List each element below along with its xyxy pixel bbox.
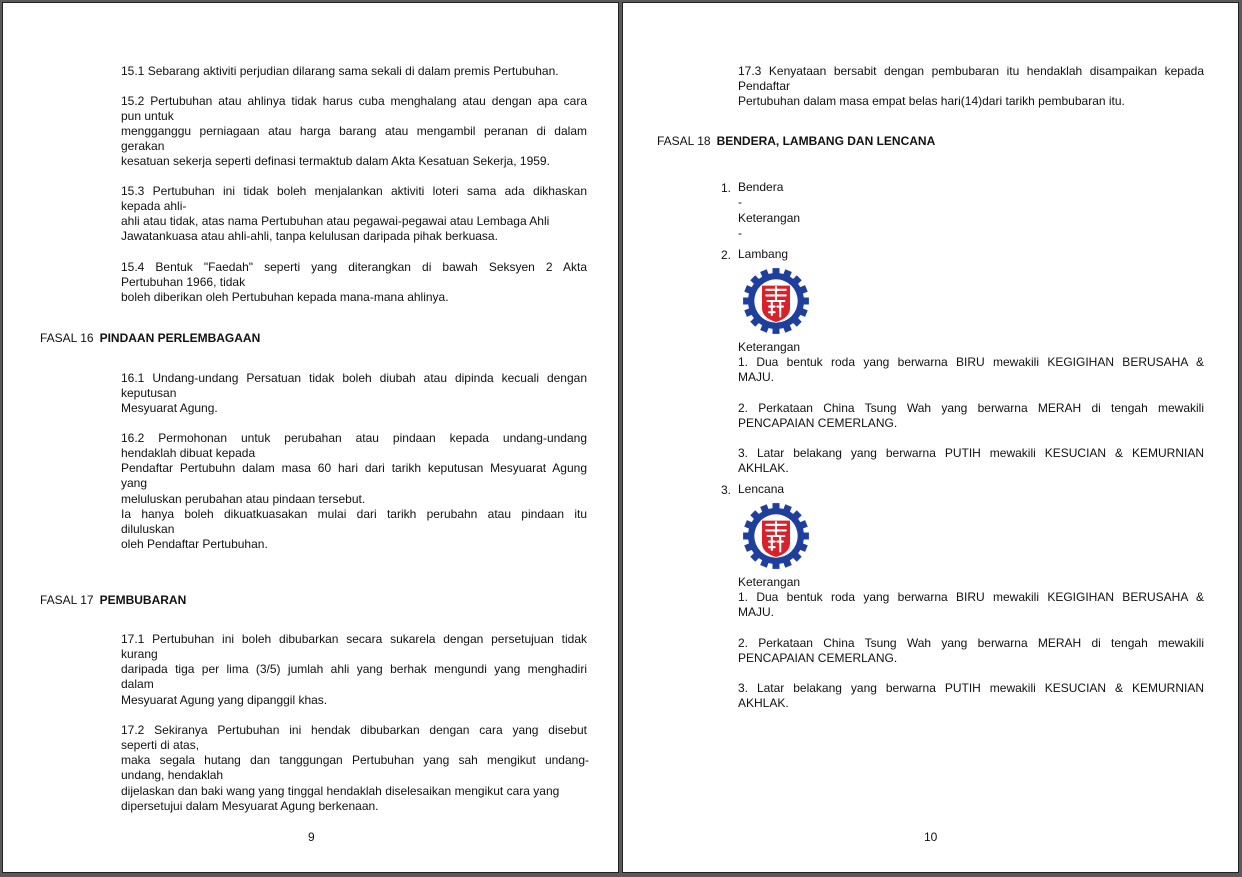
clause-17-2-line: 17.2 Sekiranya Pertubuhan ini hendak dibubarkan dengan cara yang disebut bbox=[121, 723, 587, 737]
section-label: FASAL 16 bbox=[40, 331, 94, 345]
description-line: AKHLAK. bbox=[738, 696, 789, 710]
clause-17-1-line: 17.1 Pertubuhan ini boleh dibubarkan secara sukarela dengan persetujuan tidak bbox=[121, 632, 587, 646]
description-line: MAJU. bbox=[738, 370, 774, 384]
clause-16-2-line: Pendaftar Pertubuhn dalam masa 60 hari dari tarikh keputusan Mesyuarat Agung bbox=[121, 461, 587, 475]
clause-15-2-line: mengganggu perniagaan atau harga barang atau mengambil peranan di dalam bbox=[121, 124, 587, 138]
clause-15-2-line: kesatuan sekerja seperti definasi termaktub dalam Akta Kesatuan Sekerja, 1959. bbox=[121, 154, 550, 168]
keterangan-label: Keterangan bbox=[738, 340, 801, 354]
clause-16-2-line: Ia hanya boleh dikuatkuasakan mulai dari tarikh perubahn atau pindaan itu bbox=[121, 507, 587, 521]
clause-15-2-line: gerakan bbox=[121, 139, 165, 153]
section-title: BENDERA, LAMBANG DAN LENCANA bbox=[716, 134, 936, 148]
page-9 bbox=[2, 2, 619, 873]
clause-17-1-line: daripada tiga per lima (3/5) jumlah ahli yang berhak mengundi yang menghadiri bbox=[121, 662, 587, 676]
keterangan-label: Keterangan bbox=[738, 211, 801, 225]
clause-17-3-line: 17.3 Kenyataan bersabit dengan pembubaran itu hendaklah disampaikan kepada bbox=[738, 64, 1204, 78]
clause-17-2-line: seperti di atas, bbox=[121, 738, 200, 752]
clause-15-3-line: kepada ahli- bbox=[121, 199, 187, 213]
clause-16-1-line: Mesyuarat Agung. bbox=[121, 401, 218, 415]
clause-16-2-line: oleh Pendaftar Pertubuhan. bbox=[121, 537, 268, 551]
lencana-emblem-image bbox=[741, 501, 811, 571]
page-10 bbox=[622, 2, 1239, 873]
item-number: 2. bbox=[721, 248, 732, 262]
section-label: FASAL 18 bbox=[657, 134, 711, 148]
placeholder-dash: - bbox=[738, 195, 742, 209]
description-line: PENCAPAIAN CEMERLANG. bbox=[738, 416, 898, 430]
section-heading-fasal-16 bbox=[40, 331, 260, 346]
clause-17-1-line: kurang bbox=[121, 647, 158, 661]
section-heading-fasal-18 bbox=[657, 134, 935, 149]
description-line: 2. Perkataan China Tsung Wah yang berwarna MERAH di tengah mewakili bbox=[738, 401, 1204, 415]
section-title: PEMBUBARAN bbox=[99, 593, 187, 607]
page-number: 10 bbox=[924, 830, 938, 844]
section-heading-fasal-17 bbox=[40, 593, 186, 608]
clause-15-4-line: Pertubuhan 1966, tidak bbox=[121, 275, 246, 289]
clause-17-1-line: dalam bbox=[121, 677, 154, 691]
clause-17-2-line: dijelaskan dan baki wang yang tinggal hendaklah diselesaikan mengikut cara yang bbox=[121, 784, 560, 798]
section-label: FASAL 17 bbox=[40, 593, 94, 607]
clause-16-2-line: 16.2 Permohonan untuk perubahan atau pindaan kepada undang-undang bbox=[121, 431, 587, 445]
description-line: MAJU. bbox=[738, 605, 774, 619]
clause-16-1-line: 16.1 Undang-undang Persatuan tidak boleh diubah atau dipinda kecuali dengan bbox=[121, 371, 587, 385]
lambang-emblem-image bbox=[741, 266, 811, 336]
clause-15-3-line: Jawatankuasa atau ahli-ahli, tanpa kelulusan daripada pihak berkuasa. bbox=[121, 229, 498, 243]
clause-15-3-line: 15.3 Pertubuhan ini tidak boleh menjalankan aktiviti loteri sama ada dikhaskan bbox=[121, 184, 587, 198]
clause-17-3-line: Pendaftar bbox=[738, 79, 791, 93]
item-number: 3. bbox=[721, 483, 732, 497]
clause-16-2-line: hendaklah dibuat kepada bbox=[121, 446, 256, 460]
clause-17-1-line: Mesyuarat Agung yang dipanggil khas. bbox=[121, 693, 328, 707]
page-number: 9 bbox=[308, 830, 315, 844]
clause-15-2-line: 15.2 Pertubuhan atau ahlinya tidak harus cuba menghalang atau dengan apa cara bbox=[121, 94, 587, 108]
description-line: 1. Dua bentuk roda yang berwarna BIRU mewakili KEGIGIHAN BERUSAHA & bbox=[738, 355, 1204, 369]
description-line: 3. Latar belakang yang berwarna PUTIH mewakili KESUCIAN & KEMURNIAN bbox=[738, 681, 1204, 695]
item-number: 1. bbox=[721, 181, 732, 195]
item-title-bendera: Bendera bbox=[738, 180, 784, 194]
clause-15-4-line: 15.4 Bentuk "Faedah" seperti yang diterangkan di bawah Seksyen 2 Akta bbox=[121, 260, 587, 274]
clause-16-2-line: meluluskan perubahan atau pindaan tersebut. bbox=[121, 492, 366, 506]
item-title-lencana: Lencana bbox=[738, 482, 785, 496]
description-line: PENCAPAIAN CEMERLANG. bbox=[738, 651, 898, 665]
placeholder-dash: - bbox=[738, 226, 742, 240]
section-title: PINDAAN PERLEMBAGAAN bbox=[99, 331, 261, 345]
description-line: 2. Perkataan China Tsung Wah yang berwarna MERAH di tengah mewakili bbox=[738, 636, 1204, 650]
keterangan-label: Keterangan bbox=[738, 575, 801, 589]
description-line: AKHLAK. bbox=[738, 461, 789, 475]
clause-16-2-line: diluluskan bbox=[121, 522, 175, 536]
clause-16-2-line: yang bbox=[121, 476, 148, 490]
clause-17-2-line: maka segala hutang dan tanggungan Pertubuhan yang sah mengikut undang- bbox=[121, 753, 589, 767]
clause-15-3-line: ahli atau tidak, atas nama Pertubuhan atau pegawai-pegawai atau Lembaga Ahli bbox=[121, 214, 550, 228]
item-title-lambang: Lambang bbox=[738, 247, 789, 261]
description-line: 1. Dua bentuk roda yang berwarna BIRU mewakili KEGIGIHAN BERUSAHA & bbox=[738, 590, 1204, 604]
clause-17-2-line: undang, hendaklah bbox=[121, 768, 224, 782]
clause-17-3-line: Pertubuhan dalam masa empat belas hari(14)dari tarikh pembubaran itu. bbox=[738, 94, 1125, 108]
clause-15-1: 15.1 Sebarang aktiviti perjudian dilarang sama sekali di dalam premis Pertubuhan. bbox=[121, 64, 559, 78]
clause-15-2-line: pun untuk bbox=[121, 109, 174, 123]
description-line: 3. Latar belakang yang berwarna PUTIH mewakili KESUCIAN & KEMURNIAN bbox=[738, 446, 1204, 460]
clause-16-1-line: keputusan bbox=[121, 386, 177, 400]
clause-17-2-line: dipersetujui dalam Mesyuarat Agung berkenaan. bbox=[121, 799, 379, 813]
clause-15-4-line: boleh diberikan oleh Pertubuhan kepada mana-mana ahlinya. bbox=[121, 290, 449, 304]
